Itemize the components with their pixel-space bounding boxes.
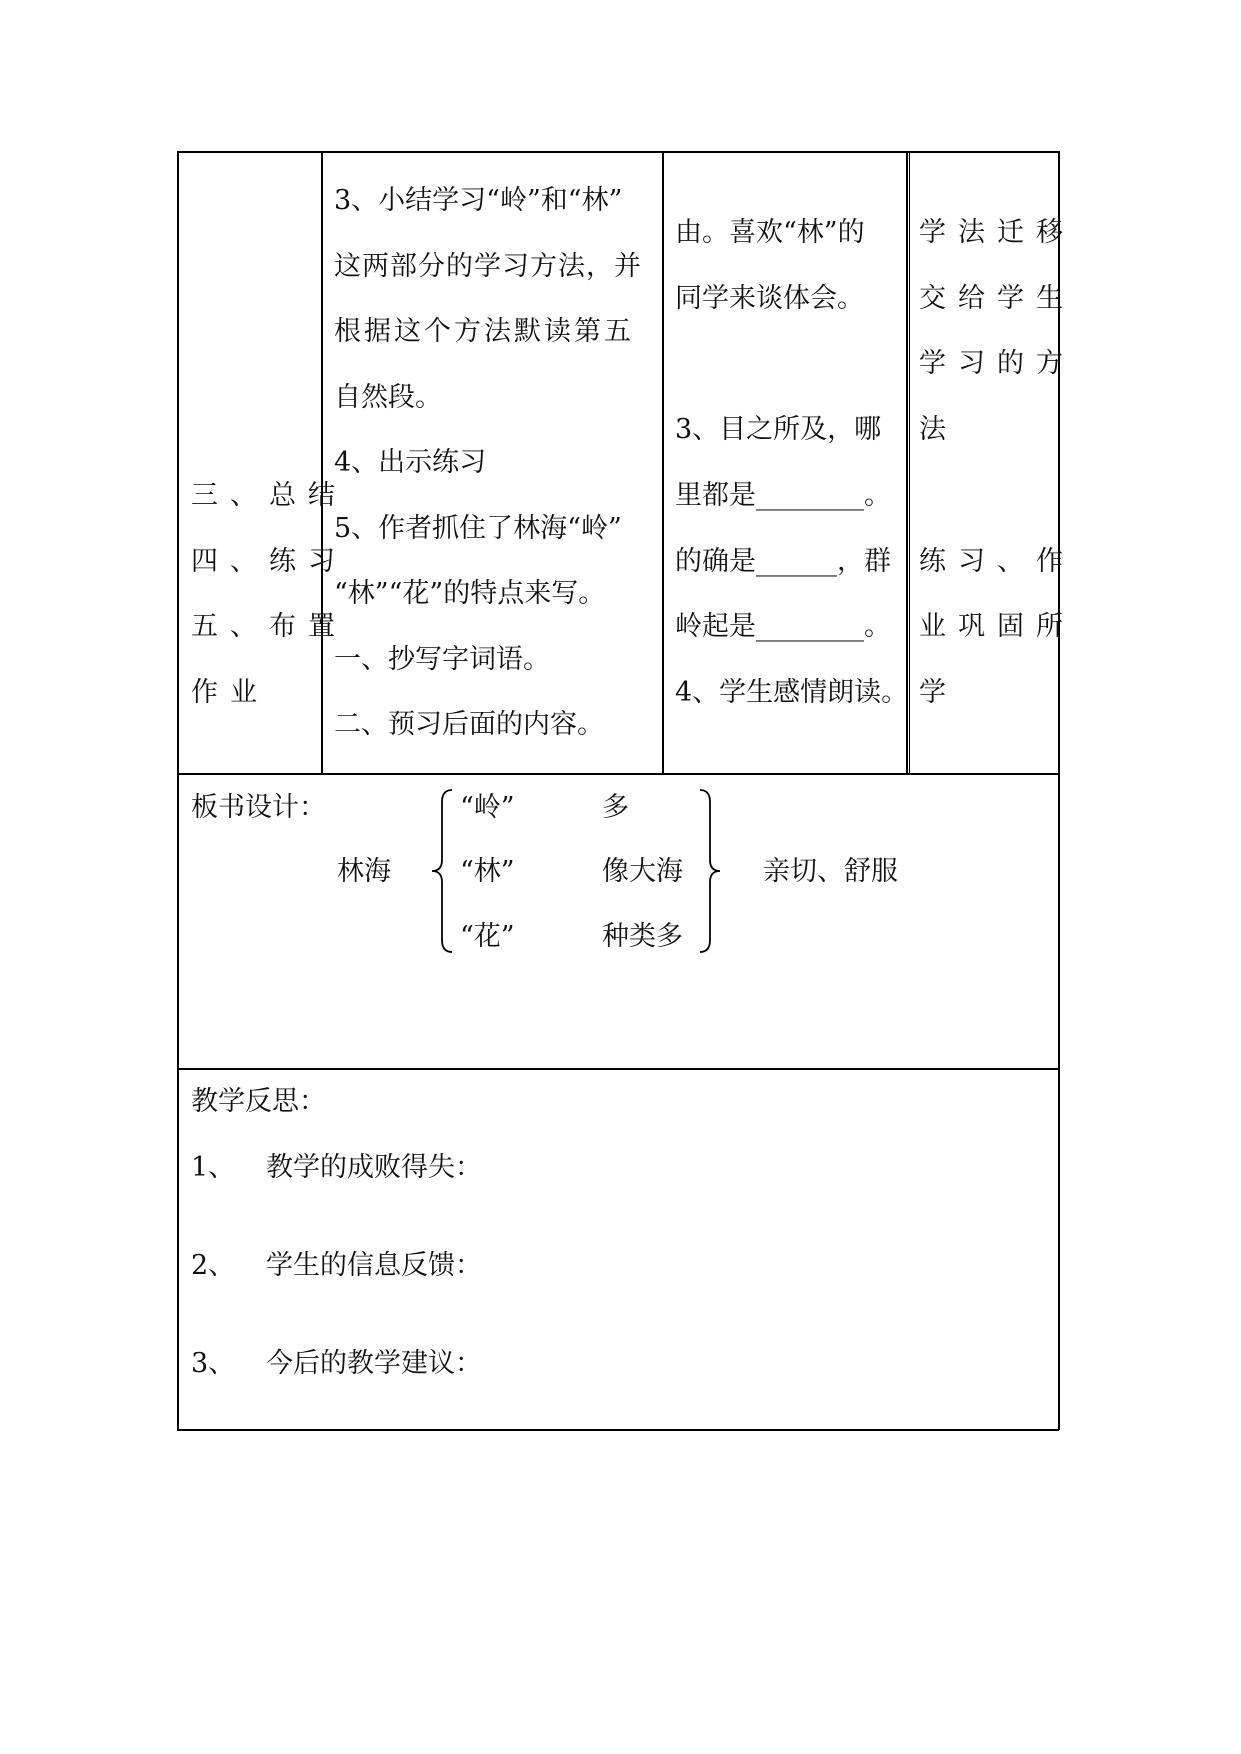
table-border-bottom <box>177 1429 1059 1431</box>
teacher-line: 根据这个方法默读第五 <box>334 316 634 347</box>
teacher-line: 5、作者抓住了林海“岭” <box>334 513 622 544</box>
teacher-line: 自然段。 <box>334 382 442 413</box>
stage-line: 五、布置 <box>191 611 347 642</box>
reflection-num: 3、 <box>191 1348 236 1379</box>
student-line: 的确是______，群 <box>675 546 891 577</box>
reflection-num: 2、 <box>191 1250 236 1281</box>
board-value: 多 <box>602 792 629 823</box>
intent-line: 业巩固所 <box>919 611 1075 642</box>
board-value: 像大海 <box>602 856 683 887</box>
board-design-label: 板书设计： <box>191 792 326 823</box>
intent-line: 学 <box>919 677 958 708</box>
reflection-title: 教学反思： <box>191 1086 326 1117</box>
teacher-line: 4、出示练习 <box>334 447 487 478</box>
intent-line: 交给学生 <box>919 283 1075 314</box>
teacher-line: 3、小结学习“岭”和“林” <box>334 185 623 216</box>
right-brace-icon <box>698 788 724 954</box>
board-key: “岭” <box>460 792 515 823</box>
table-border-left <box>177 151 179 1430</box>
board-key: “林” <box>460 856 515 887</box>
col-divider-2 <box>662 151 664 773</box>
table-border-top <box>177 151 1059 153</box>
row-divider-1 <box>177 773 1059 775</box>
reflection-item: 学生的信息反馈： <box>266 1250 482 1281</box>
col-divider-1 <box>321 151 323 773</box>
teacher-line: 一、抄写字词语。 <box>334 644 550 675</box>
teacher-line: “林”“花”的特点来写。 <box>334 578 606 609</box>
col-divider-3b <box>909 151 910 773</box>
board-conclusion: 亲切、舒服 <box>763 856 898 887</box>
student-line: 由。喜欢“林”的 <box>675 217 865 248</box>
board-center-word: 林海 <box>337 856 391 887</box>
student-line: 同学来谈体会。 <box>675 283 864 314</box>
board-value: 种类多 <box>602 921 683 952</box>
stage-line: 四、练习 <box>191 546 347 577</box>
intent-line: 学习的方 <box>919 348 1075 379</box>
student-line: 岭起是________。 <box>675 611 891 642</box>
intent-line: 练习、作 <box>919 546 1075 577</box>
reflection-item: 今后的教学建议： <box>266 1348 482 1379</box>
intent-line: 法 <box>919 414 958 445</box>
row-divider-2 <box>177 1068 1059 1070</box>
student-line: 3、目之所及，哪 <box>675 414 882 445</box>
table-border-right <box>1058 151 1060 1430</box>
teacher-line: 这两部分的学习方法，并 <box>334 251 642 282</box>
student-line: 里都是________。 <box>675 480 891 511</box>
student-line: 4、学生感情朗读。 <box>675 677 909 708</box>
intent-line: 学法迁移 <box>919 217 1075 248</box>
teacher-line: 二、预习后面的内容。 <box>334 709 604 740</box>
stage-line: 作业 <box>191 677 269 708</box>
reflection-num: 1、 <box>191 1152 236 1183</box>
reflection-item: 教学的成败得失： <box>266 1152 482 1183</box>
left-brace-icon <box>428 788 454 954</box>
stage-line: 三、总结 <box>191 480 347 511</box>
board-key: “花” <box>460 921 515 952</box>
